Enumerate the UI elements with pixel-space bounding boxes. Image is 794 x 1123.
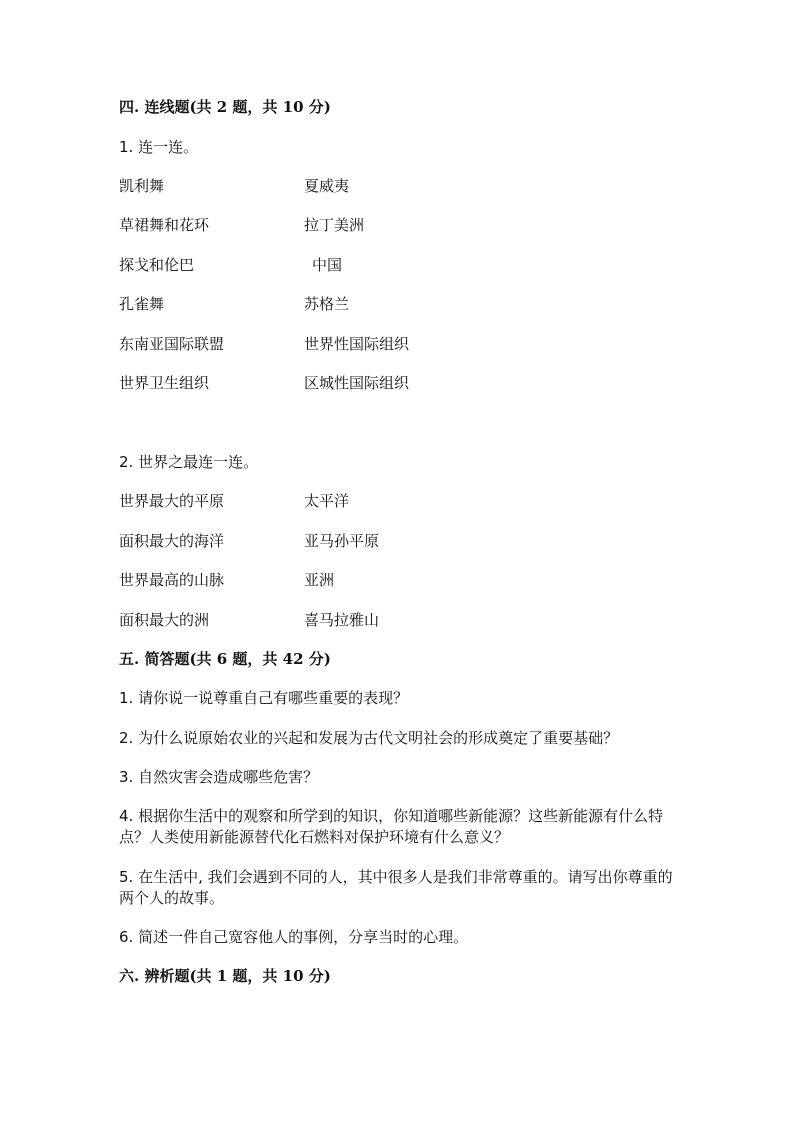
section-title-matching: 四. 连线题(共 2 题，共 10 分) [119, 98, 331, 116]
match-right-item: 喜马拉雅山 [304, 611, 380, 629]
match-row [119, 176, 679, 196]
short-answer-question: 4. 根据你生活中的观察和所学到的知识，你知道哪些新能源？这些新能源有什么特点？人类使用新能源替代化石燃料对保护环境有什么意义？ [119, 807, 664, 846]
match-right-item: 亚马孙平原 [304, 532, 380, 550]
question-2-prompt: 2. 世界之最连一连。 [119, 453, 259, 471]
short-answer-question: 6. 简述一件自己宽容他人的事例，分享当时的心理。 [119, 928, 469, 946]
match-left-item: 东南亚国际联盟 [119, 335, 225, 353]
short-answer-question: 5. 在生活中, 我们会遇到不同的人，其中很多人是我们非常尊重的。请写出你尊重的两个人的故事。 [119, 868, 673, 907]
match-right-item: 世界性国际组织 [304, 335, 410, 353]
match-right-item: 夏威夷 [304, 177, 350, 195]
match-left-item: 世界卫生组织 [119, 374, 210, 392]
section-title-analysis: 六. 辨析题(共 1 题，共 10 分) [119, 967, 331, 985]
match-row [119, 373, 679, 393]
match-row [119, 294, 679, 314]
match-left-item: 面积最大的海洋 [119, 532, 225, 550]
short-answer-question: 1. 请你说一说尊重自己有哪些重要的表现？ [119, 689, 409, 707]
match-row [119, 334, 679, 354]
section-title-short-answer: 五. 简答题(共 6 题，共 42 分) [119, 650, 331, 668]
match-left-item: 孔雀舞 [119, 295, 165, 313]
match-row [119, 255, 679, 275]
question-1-prompt: 1. 连一连。 [119, 138, 199, 156]
match-right-item: 区城性国际组织 [304, 374, 410, 392]
match-right-item: 拉丁美洲 [304, 216, 365, 234]
short-answer-question: 3. 自然灾害会造成哪些危害？ [119, 768, 319, 786]
match-left-item: 凯利舞 [119, 177, 165, 195]
match-left-item: 世界最大的平原 [119, 492, 225, 510]
match-left-item: 世界最高的山脉 [119, 571, 225, 589]
match-right-item: 太平洋 [304, 492, 350, 510]
match-left-item: 草裙舞和花环 [119, 216, 210, 234]
match-row [119, 215, 679, 235]
match-right-item: 亚洲 [304, 571, 335, 589]
match-row [119, 570, 679, 590]
match-row [119, 531, 679, 551]
match-right-item: 中国 [312, 256, 343, 274]
match-left-item: 面积最大的洲 [119, 611, 210, 629]
match-right-item: 苏格兰 [304, 295, 350, 313]
short-answer-question: 2. 为什么说原始农业的兴起和发展为古代文明社会的形成奠定了重要基础？ [119, 729, 619, 747]
match-row [119, 610, 679, 630]
match-left-item: 探戈和伦巴 [119, 256, 195, 274]
match-row [119, 491, 679, 511]
